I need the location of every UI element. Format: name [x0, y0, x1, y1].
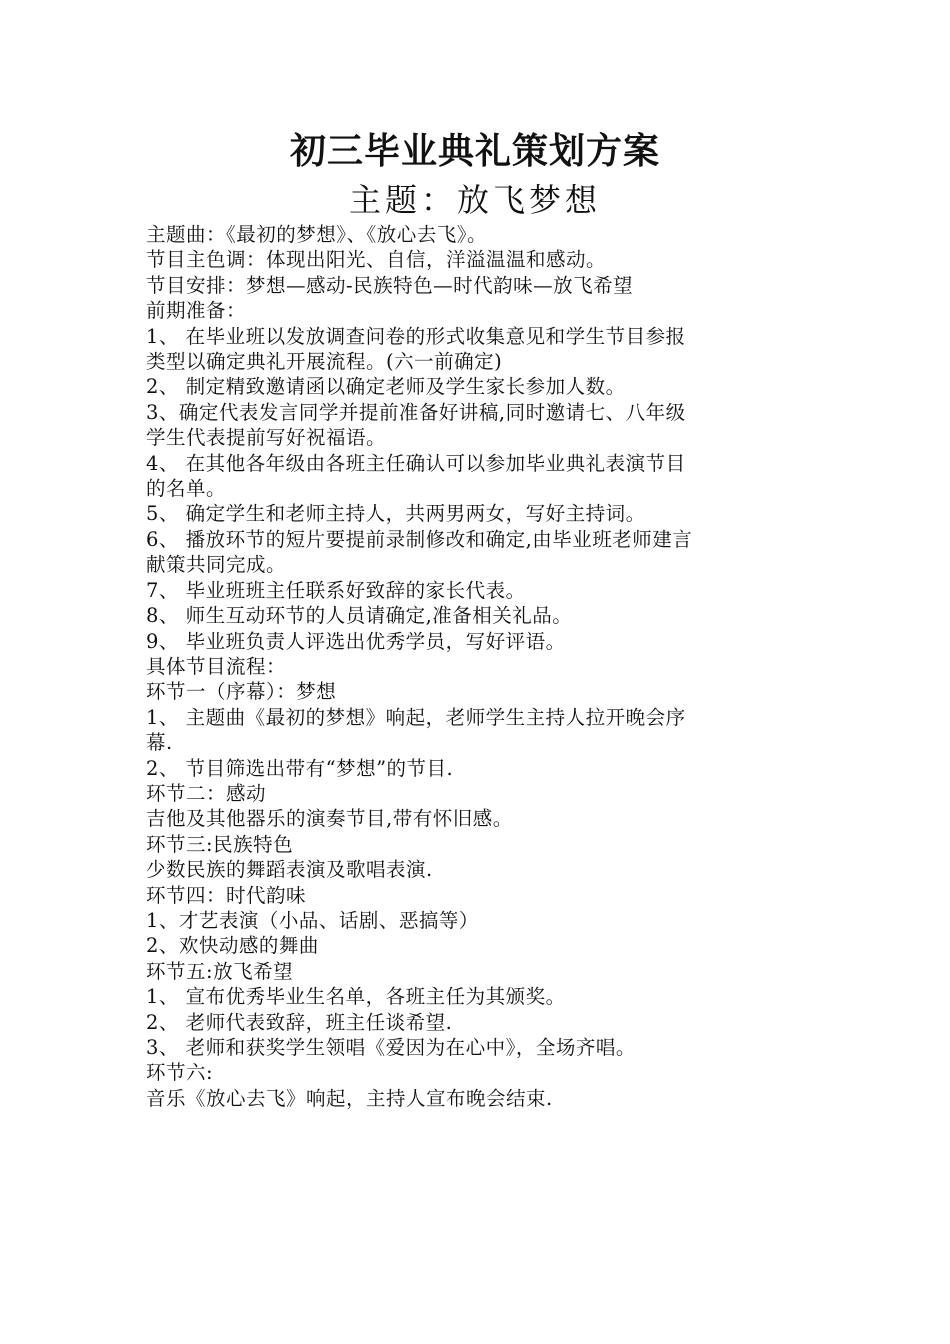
text-line: 节目安排：梦想—感动-民族特色—时代韵味—放飞希望	[146, 273, 634, 297]
text-line: 2、 老师代表致辞，班主任谈希望.	[146, 1010, 453, 1034]
text-line: 环节三:民族特色	[146, 832, 294, 856]
text-line: 1、 主题曲《最初的梦想》响起，老师学生主持人拉开晚会序	[146, 705, 686, 729]
text-line: 2、欢快动感的舞曲	[146, 934, 319, 958]
text-line: 献策共同完成。	[146, 553, 287, 577]
text-line: 幕.	[146, 731, 173, 755]
document-title: 初三毕业典礼策划方案	[289, 131, 660, 172]
text-line: 环节二：感动	[146, 781, 267, 805]
document-subtitle: 主题：放飞梦想	[348, 181, 601, 219]
text-line: 3、 老师和获奖学生领唱《爱因为在心中》，全场齐唱。	[146, 1036, 636, 1059]
text-line: 1、才艺表演（小品、话剧、恶搞等）	[146, 908, 479, 932]
document-body	[146, 222, 810, 1111]
text-line: 2、 节目筛选出带有“梦想”的节目.	[146, 756, 454, 780]
text-line: 9、 毕业班负责人评选出优秀学员，写好评语。	[146, 629, 566, 653]
text-line: 环节六:	[146, 1061, 214, 1085]
text-line: 1、 宣布优秀毕业生名单，各班主任为其颁奖。	[146, 985, 566, 1009]
text-line: 2、 制定精致邀请函以确定老师及学生家长参加人数。	[146, 375, 626, 399]
text-line: 具体节目流程：	[146, 654, 287, 678]
text-line: 环节五:放飞希望	[146, 959, 294, 983]
text-line: 1、 在毕业班以发放调查问卷的形式收集意见和学生节目参报	[146, 324, 686, 348]
text-line: 6、 播放环节的短片要提前录制修改和确定,由毕业班老师建言	[146, 527, 693, 551]
text-line: 7、 毕业班班主任联系好致辞的家长代表。	[146, 578, 526, 602]
text-line: 音乐《放心去飞》响起，主持人宣布晚会结束.	[146, 1086, 553, 1110]
text-line: 3、确定代表发言同学并提前准备好讲稿,同时邀请七、八年级	[146, 400, 686, 424]
text-line: 类型以确定典礼开展流程。(六一前确定)	[146, 350, 503, 374]
text-line: 环节一（序幕）：梦想	[146, 680, 337, 704]
text-line: 学生代表提前写好祝福语。	[146, 426, 387, 450]
text-line: 前期准备：	[146, 299, 247, 323]
text-line: 5、 确定学生和老师主持人，共两男两女，写好主持词。	[146, 502, 646, 526]
text-line: 节目主色调：体现出阳光、自信，洋溢温温和感动。	[146, 248, 607, 272]
text-line: 8、 师生互动环节的人员请确定,准备相关礼品。	[146, 604, 573, 628]
text-line: 吉他及其他器乐的演奏节目,带有怀旧感。	[146, 807, 513, 831]
text-line: 主题曲：《最初的梦想》、《放心去飞》。	[146, 223, 488, 246]
text-line: 4、 在其他各年级由各班主任确认可以参加毕业典礼表演节目	[146, 451, 686, 475]
text-line: 环节四：时代韵味	[146, 883, 307, 907]
text-line: 的名单。	[146, 477, 227, 501]
text-line: 少数民族的舞蹈表演及歌唱表演.	[146, 858, 433, 882]
